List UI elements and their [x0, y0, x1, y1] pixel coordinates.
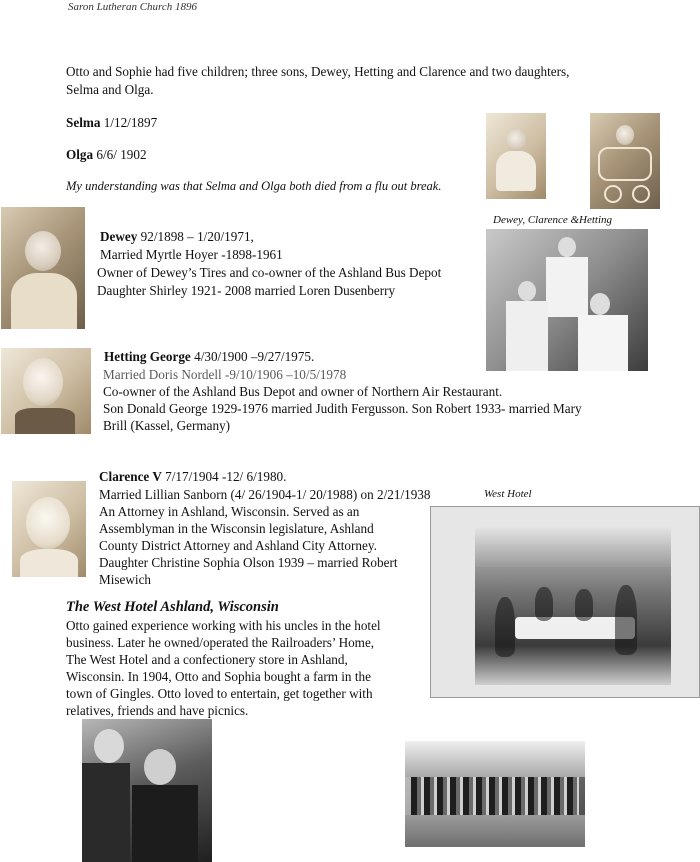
- group-photo: [486, 229, 648, 371]
- olga-name: Olga: [66, 147, 94, 162]
- dewey-married: Married Myrtle Hoyer -1898-1961: [100, 247, 283, 262]
- hetting-dates: 4/30/1900 –9/27/1975.: [190, 349, 315, 364]
- clarence-daughter-line-2: Misewich: [99, 572, 152, 587]
- dewey-name: Dewey: [100, 229, 138, 244]
- dewey-dates: 92/1898 – 1/20/1971,: [137, 229, 254, 244]
- west-hotel-line-3: The West Hotel and a confectionery store in Ashland,: [66, 652, 348, 667]
- selma-name: Selma: [66, 115, 101, 130]
- west-hotel-line-1: Otto gained experience working with his uncles in the hotel: [66, 618, 381, 633]
- baby-carriage-photo: [590, 113, 660, 209]
- west-hotel-caption: West Hotel: [484, 488, 532, 500]
- hetting-sons-line-1: Son Donald George 1929-1976 married Judith Fergusson. Son Robert 1933- married Mary: [103, 401, 582, 416]
- portrait-photo: [82, 719, 212, 862]
- clarence-portrait-photo: [12, 481, 86, 577]
- olga-entry: [66, 146, 147, 164]
- hetting-owner: Co-owner of the Ashland Bus Depot and owner of Northern Air Restaurant.: [103, 384, 503, 399]
- dewey-portrait-photo: [1, 207, 85, 329]
- hetting-name: Hetting George: [104, 349, 191, 364]
- selma-date: 1/12/1897: [100, 115, 158, 130]
- olga-date: 6/6/ 1902: [93, 147, 147, 162]
- west-hotel-line-4: Wisconsin. In 1904, Otto and Sophia bought a farm in the: [66, 669, 371, 684]
- page-header-title: Saron Lutheran Church 1896: [68, 1, 198, 13]
- flu-note: My understanding was that Selma and Olga both died from a flu out break.: [66, 179, 442, 193]
- dewey-daughter: Daughter Shirley 1921- 2008 married Loren Dusenberry: [97, 283, 396, 298]
- picnic-photo: [405, 741, 585, 847]
- boys-photo-caption: Dewey, Clarence &Hetting: [493, 214, 613, 226]
- clarence-attorney-line-2: Assemblyman in the Wisconsin legislature, Ashland: [99, 521, 374, 536]
- west-hotel-heading: The West Hotel Ashland, Wisconsin: [66, 599, 279, 615]
- hetting-portrait-photo: [1, 348, 91, 434]
- baby-photo: [486, 113, 546, 199]
- clarence-attorney-line-1: An Attorney in Ashland, Wisconsin. Served as an: [99, 504, 360, 519]
- hotel-dining-photo: [430, 506, 700, 698]
- west-hotel-line-6: relatives, friends and have picnics.: [66, 703, 249, 718]
- clarence-dates: 7/17/1904 -12/ 6/1980.: [161, 469, 287, 484]
- clarence-entry: [99, 468, 286, 486]
- intro-line-1: Otto and Sophie had five children; three sons, Dewey, Hetting and Clarence and two daughters,: [66, 64, 570, 79]
- intro-line-2: Selma and Olga.: [66, 82, 154, 97]
- dewey-owner: Owner of Dewey’s Tires and co-owner of the Ashland Bus Depot: [97, 265, 442, 280]
- clarence-married: Married Lillian Sanborn (4/ 26/1904-1/ 20/1988) on 2/21/1938: [99, 487, 431, 502]
- clarence-name: Clarence V: [99, 469, 162, 484]
- west-hotel-line-5: town of Gingles. Otto loved to entertain, get together with: [66, 686, 373, 701]
- west-hotel-line-2: business. Later he owned/operated the Railroaders’ Home,: [66, 635, 375, 650]
- clarence-attorney-line-3: County District Attorney and Ashland City Attorney.: [99, 538, 377, 553]
- hetting-married: Married Doris Nordell -9/10/1906 –10/5/1978: [103, 367, 347, 382]
- hetting-sons-line-2: Brill (Kassel, Germany): [103, 418, 231, 433]
- selma-entry: [66, 114, 157, 132]
- dewey-entry: [100, 228, 254, 246]
- clarence-daughter-line-1: Daughter Christine Sophia Olson 1939 – married Robert: [99, 555, 398, 570]
- hetting-entry: [104, 348, 314, 366]
